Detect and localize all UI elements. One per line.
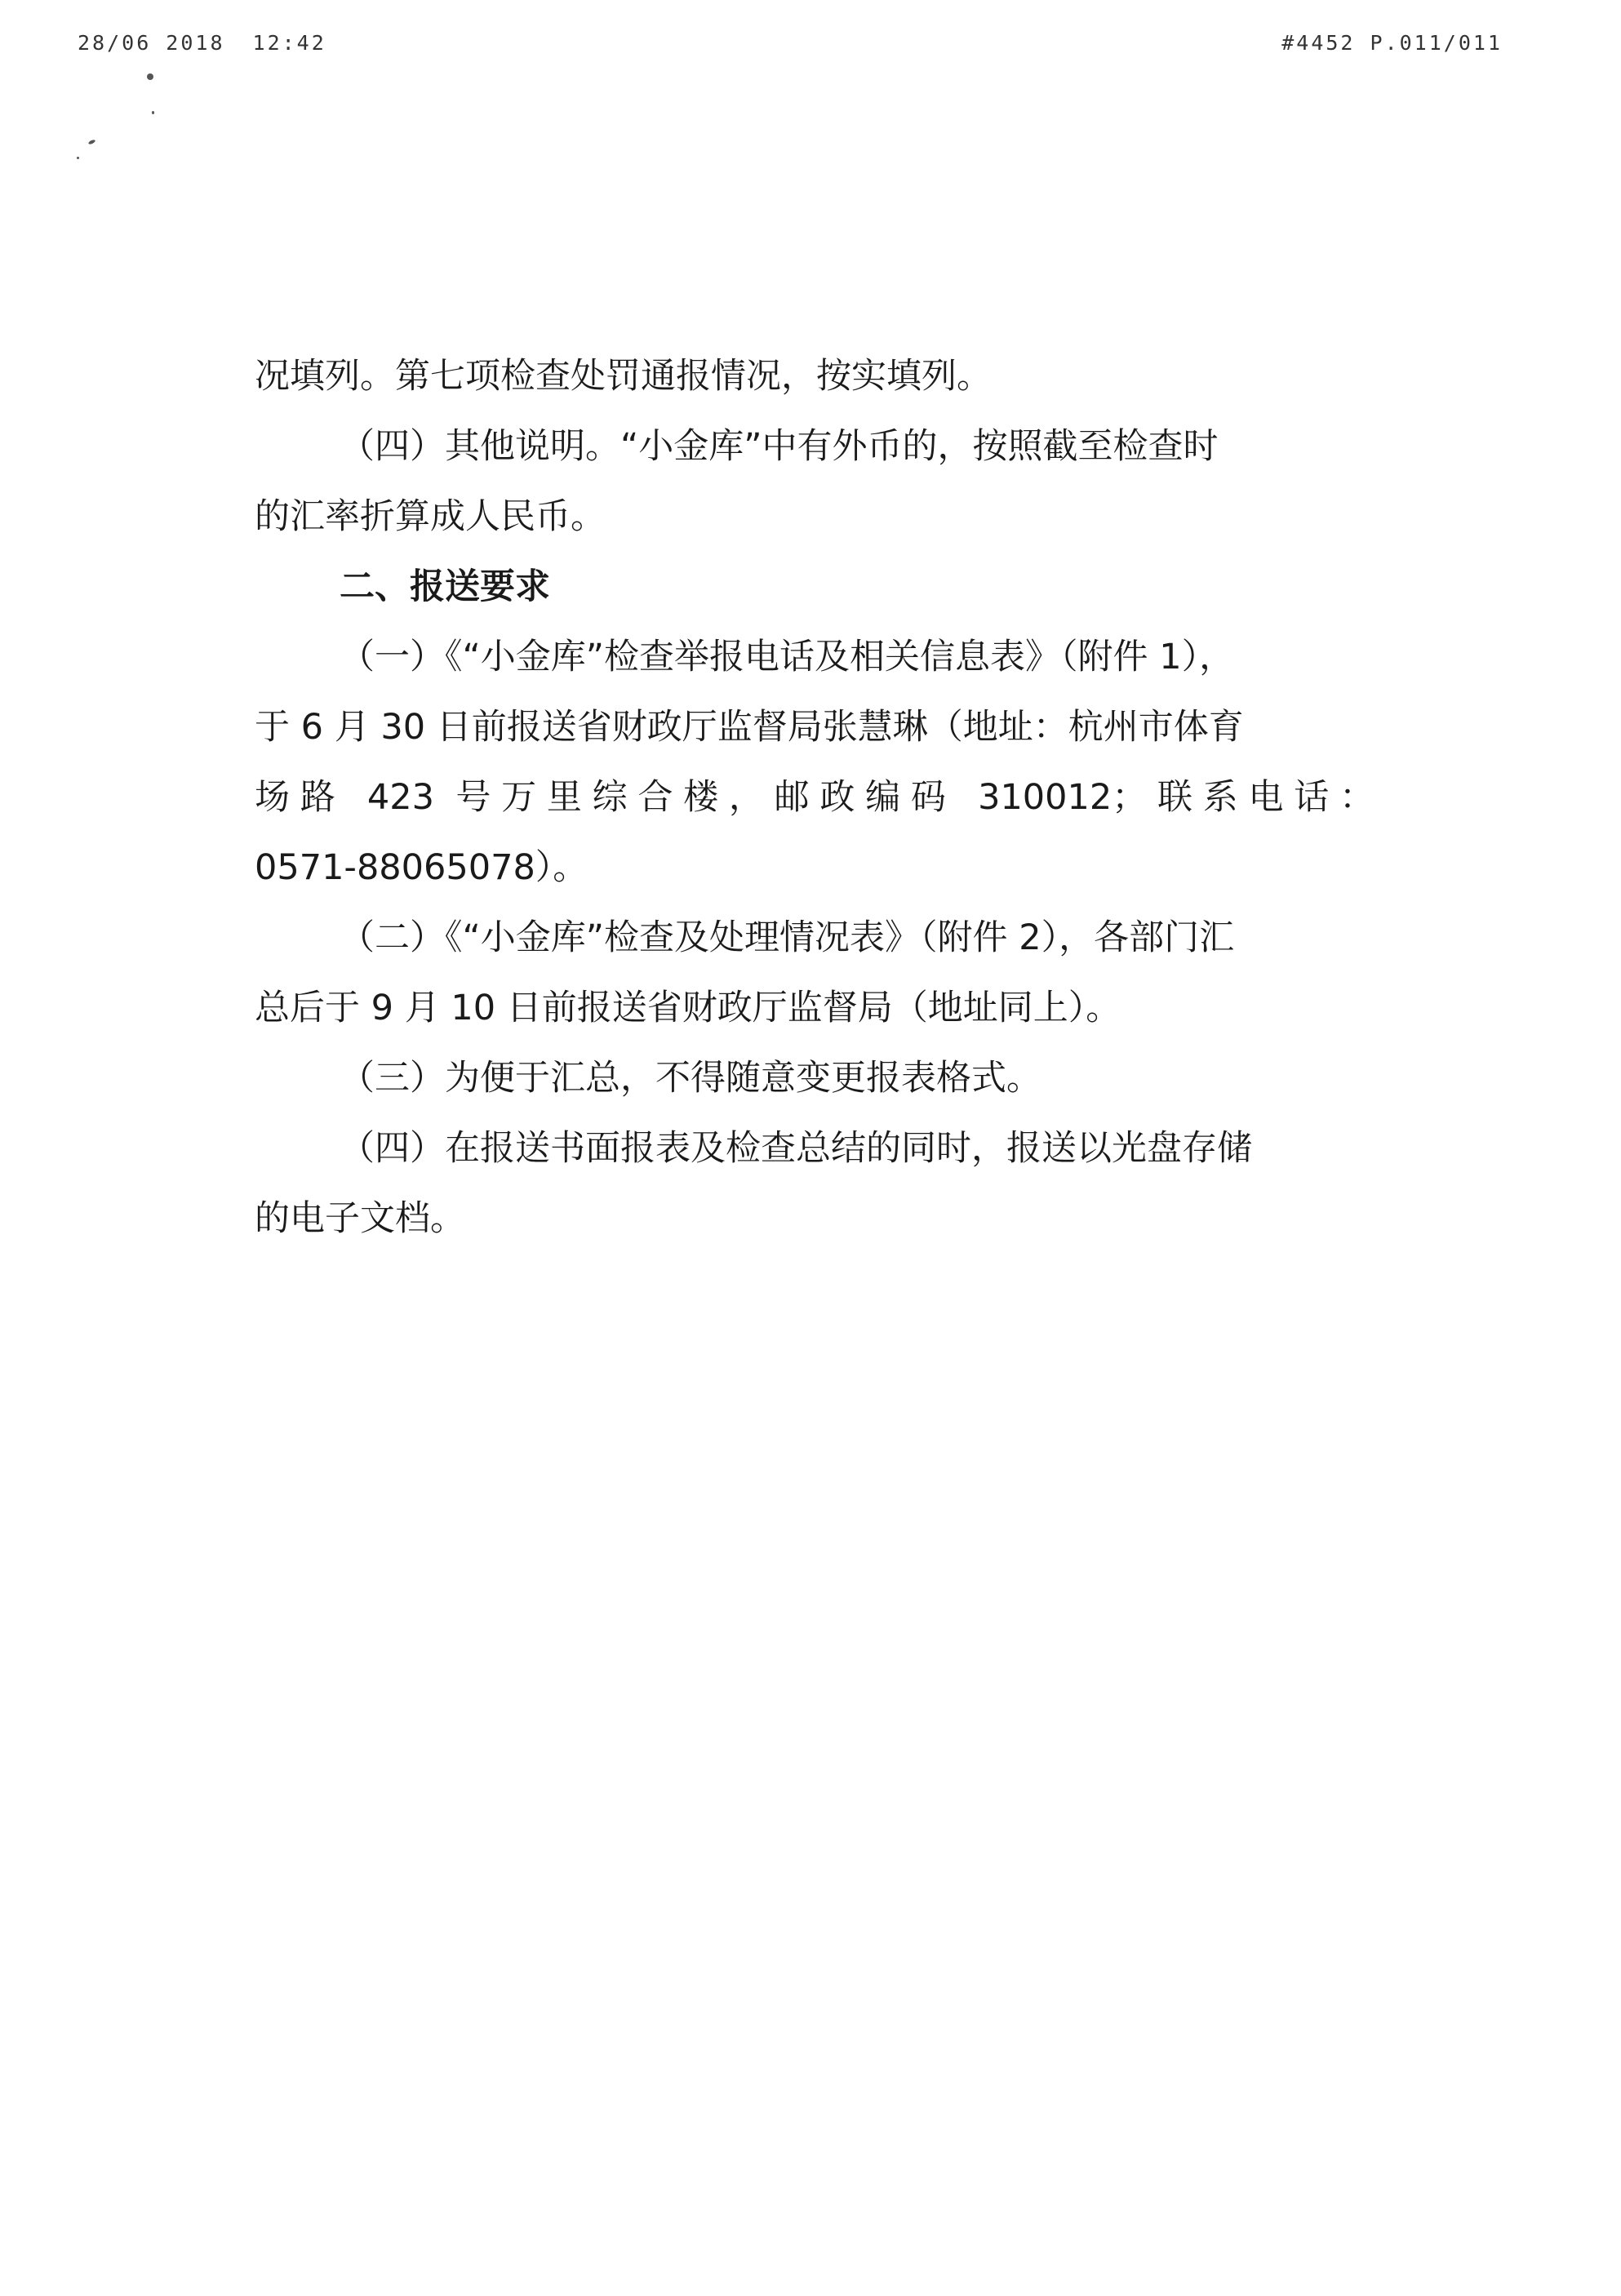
document-body [255, 341, 1375, 1254]
paragraph-line: 的汇率折算成人民币。 [255, 496, 606, 537]
paragraph-line: 的电子文档。 [255, 1198, 465, 1239]
fax-header [78, 31, 1503, 59]
fax-time: 12:42 [252, 31, 326, 55]
section-heading: 二、报送要求 [340, 566, 550, 607]
scan-speck [147, 73, 153, 80]
paragraph-line: （二）《“小金库”检查及处理情况表》（附件 2），各部门汇 [340, 917, 1235, 958]
paragraph-line: 总后于 9 月 10 日前报送省财政厅监督局（地址同上）。 [255, 988, 1121, 1028]
paragraph-line: 场路 423 号万里综合楼，邮政编码 310012；联系电话： [255, 777, 1375, 818]
paragraph-line: 0571-88065078）。 [255, 847, 588, 888]
paragraph-line: （四）其他说明。“小金库”中有外币的，按照截至检查时 [340, 426, 1219, 467]
paragraph-line: （一）《“小金库”检查举报电话及相关信息表》（附件 1）， [340, 637, 1235, 677]
paragraph-line: 况填列。第七项检查处罚通报情况，按实填列。 [255, 356, 992, 397]
scan-speck [77, 157, 79, 159]
fax-page-ref: #4452 P.011/011 [1281, 31, 1503, 55]
scan-speck [152, 111, 154, 114]
fax-date: 28/06 2018 [78, 31, 225, 55]
paragraph-line: （四）在报送书面报表及检查总结的同时，报送以光盘存储 [340, 1128, 1252, 1169]
scan-speck [88, 139, 96, 144]
paragraph-line: 于 6 月 30 日前报送省财政厅监督局张慧琳（地址：杭州市体育 [255, 707, 1244, 748]
paragraph-line: （三）为便于汇总，不得随意变更报表格式。 [340, 1058, 1041, 1099]
fax-timestamp [78, 31, 326, 55]
